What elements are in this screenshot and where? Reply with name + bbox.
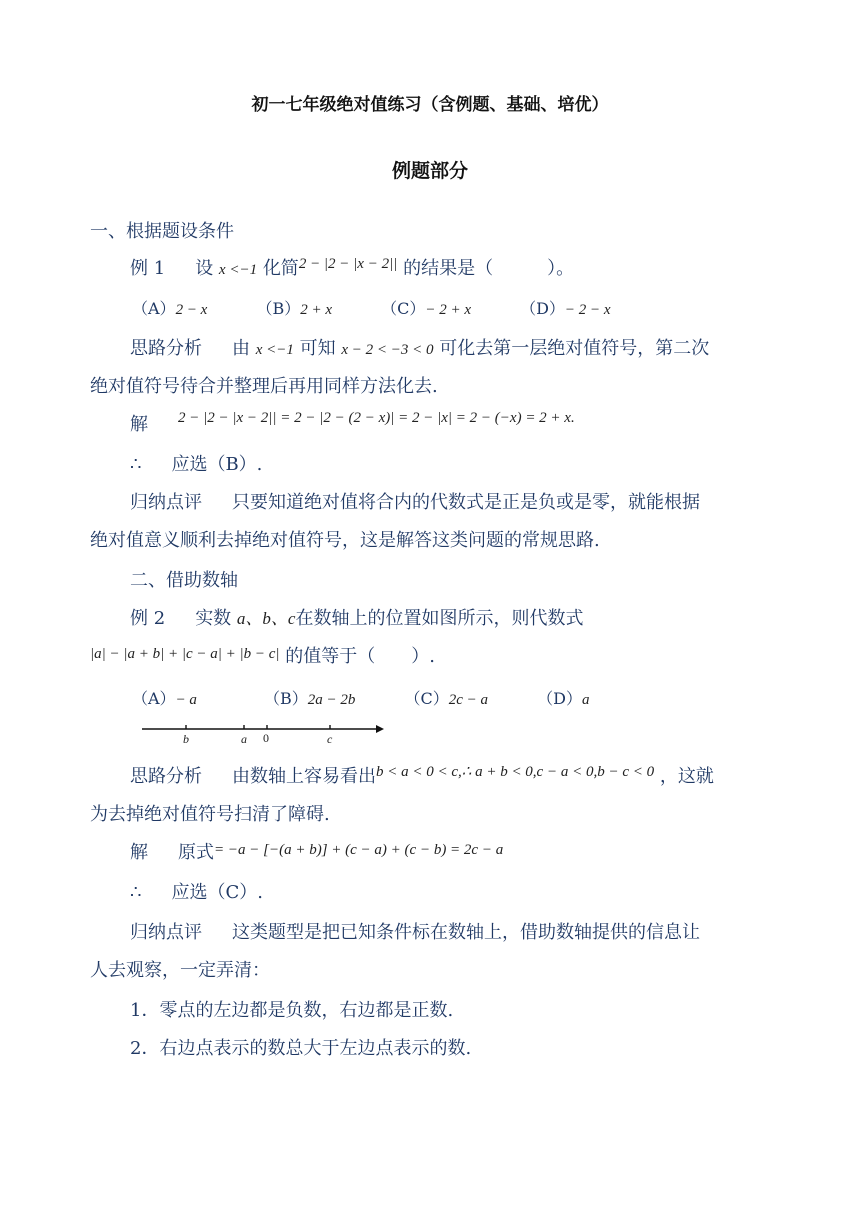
analysis-label: 思路分析	[130, 766, 202, 787]
analysis-text: 可化去第一层绝对值符号，第二次	[439, 338, 710, 359]
example-text: 化简	[262, 258, 299, 279]
option-d-expr: − 2 − x	[564, 302, 611, 318]
option-d-expr: a	[581, 692, 590, 708]
number-line-figure	[140, 718, 390, 750]
document-title: 初一七年级绝对值练习（含例题、基础、培优）	[251, 95, 609, 115]
option-a-expr: 2 − x	[175, 302, 208, 318]
math-expression: 2 − |2 − |x − 2||	[298, 256, 398, 272]
example-text: 的值等于（ ）.	[285, 646, 436, 667]
answer-text: 应选（B）.	[171, 454, 263, 475]
summary-2	[130, 920, 700, 946]
summary-label: 归纳点评	[130, 492, 202, 513]
example-2	[130, 606, 583, 632]
option-c-label: （C）	[404, 689, 449, 708]
option-c-expr: − 2 + x	[425, 302, 471, 318]
solution-expression: = −a − [−(a + b)] + (c − a) + (c − b) = 2c − a	[214, 842, 504, 858]
option-a-expr: − a	[175, 692, 197, 708]
heading-condition: 一、根据题设条件	[90, 221, 234, 242]
label-c: c	[327, 732, 333, 746]
option-b-expr: 2 + x	[300, 302, 332, 318]
analysis-2-line2: 为去掉绝对值符号扫清了障碍.	[90, 804, 330, 825]
math-variables: a、b、c	[236, 609, 296, 628]
heading-number-line: 二、借助数轴	[130, 570, 238, 591]
example-1	[130, 256, 574, 283]
analysis-label: 思路分析	[130, 338, 202, 359]
analysis-text: 由数轴上容易看出	[232, 766, 376, 787]
options-2	[132, 686, 589, 713]
option-c-label: （C）	[381, 299, 426, 318]
solution-label: 解	[130, 842, 148, 863]
summary-1-line2: 绝对值意义顺利去掉绝对值符号，这是解答这类问题的常规思路.	[90, 530, 600, 551]
therefore-symbol: ∴	[130, 882, 142, 903]
summary-1	[130, 490, 700, 516]
math-condition: x <−1	[255, 342, 294, 358]
analysis-text: ，这就	[659, 766, 714, 787]
option-b-label: （B）	[264, 689, 308, 708]
example-label: 例 1	[130, 258, 166, 279]
example-label: 例 2	[130, 608, 166, 629]
summary-2-line2: 人去观察，一定弄清：	[90, 960, 270, 981]
option-b-label: （B）	[256, 299, 301, 318]
section-title: 例题部分	[391, 160, 468, 182]
answer-1	[130, 452, 262, 478]
label-zero: 0	[263, 731, 269, 745]
options-1	[132, 296, 611, 323]
example-text: 在数轴上的位置如图所示，则代数式	[295, 608, 584, 629]
option-d-label: （D）	[520, 299, 565, 318]
solution-1	[130, 412, 575, 439]
solution-label: 解	[130, 414, 148, 435]
math-expression: |a| − |a + b| + |c − a| + |b − c|	[90, 646, 280, 662]
math-condition: x <−1	[218, 262, 258, 278]
point-1: 1．零点的左边都是负数，右边都是正数.	[130, 1000, 454, 1021]
option-b-expr: 2a − 2b	[307, 692, 356, 708]
example-text: 设	[195, 258, 214, 279]
summary-label: 归纳点评	[130, 922, 202, 943]
analysis-1-line2: 绝对值符号待合并整理后再用同样方法化去.	[90, 376, 438, 397]
option-c-expr: 2c − a	[448, 692, 489, 708]
summary-text: 只要知道绝对值将合内的代数式是正是负或是零，就能根据	[232, 492, 700, 513]
example-text: 实数	[195, 608, 232, 629]
label-a: a	[241, 732, 247, 746]
option-a-label: （A）	[132, 299, 176, 318]
analysis-2	[130, 764, 714, 791]
math-inequalities: b < a < 0 < c,∴ a + b < 0,c − a < 0,b − c < 0	[376, 764, 655, 780]
point-2: 2．右边点表示的数总大于左边点表示的数.	[130, 1038, 472, 1059]
analysis-text: 可知	[299, 338, 336, 359]
option-d-label: （D）	[537, 689, 582, 708]
solution-2	[130, 840, 503, 867]
answer-2	[130, 880, 263, 906]
therefore-symbol: ∴	[130, 454, 142, 475]
math-inequality: x − 2 < −3 < 0	[341, 342, 434, 358]
solution-text: 原式	[178, 842, 214, 863]
example-2-line2	[90, 644, 435, 671]
option-a-label: （A）	[132, 689, 176, 708]
answer-text: 应选（C）.	[171, 882, 263, 903]
solution-expression: 2 − |2 − |x − 2|| = 2 − |2 − (2 − x)| = 2 − |x| = 2 − (−x) = 2 + x.	[178, 410, 575, 426]
label-b: b	[183, 732, 189, 746]
analysis-text: 由	[232, 338, 250, 359]
analysis-1	[130, 336, 709, 363]
summary-text: 这类题型是把已知条件标在数轴上，借助数轴提供的信息让	[232, 922, 700, 943]
arrow-icon	[376, 725, 384, 733]
example-text: 的结果是（ ）。	[403, 258, 575, 279]
